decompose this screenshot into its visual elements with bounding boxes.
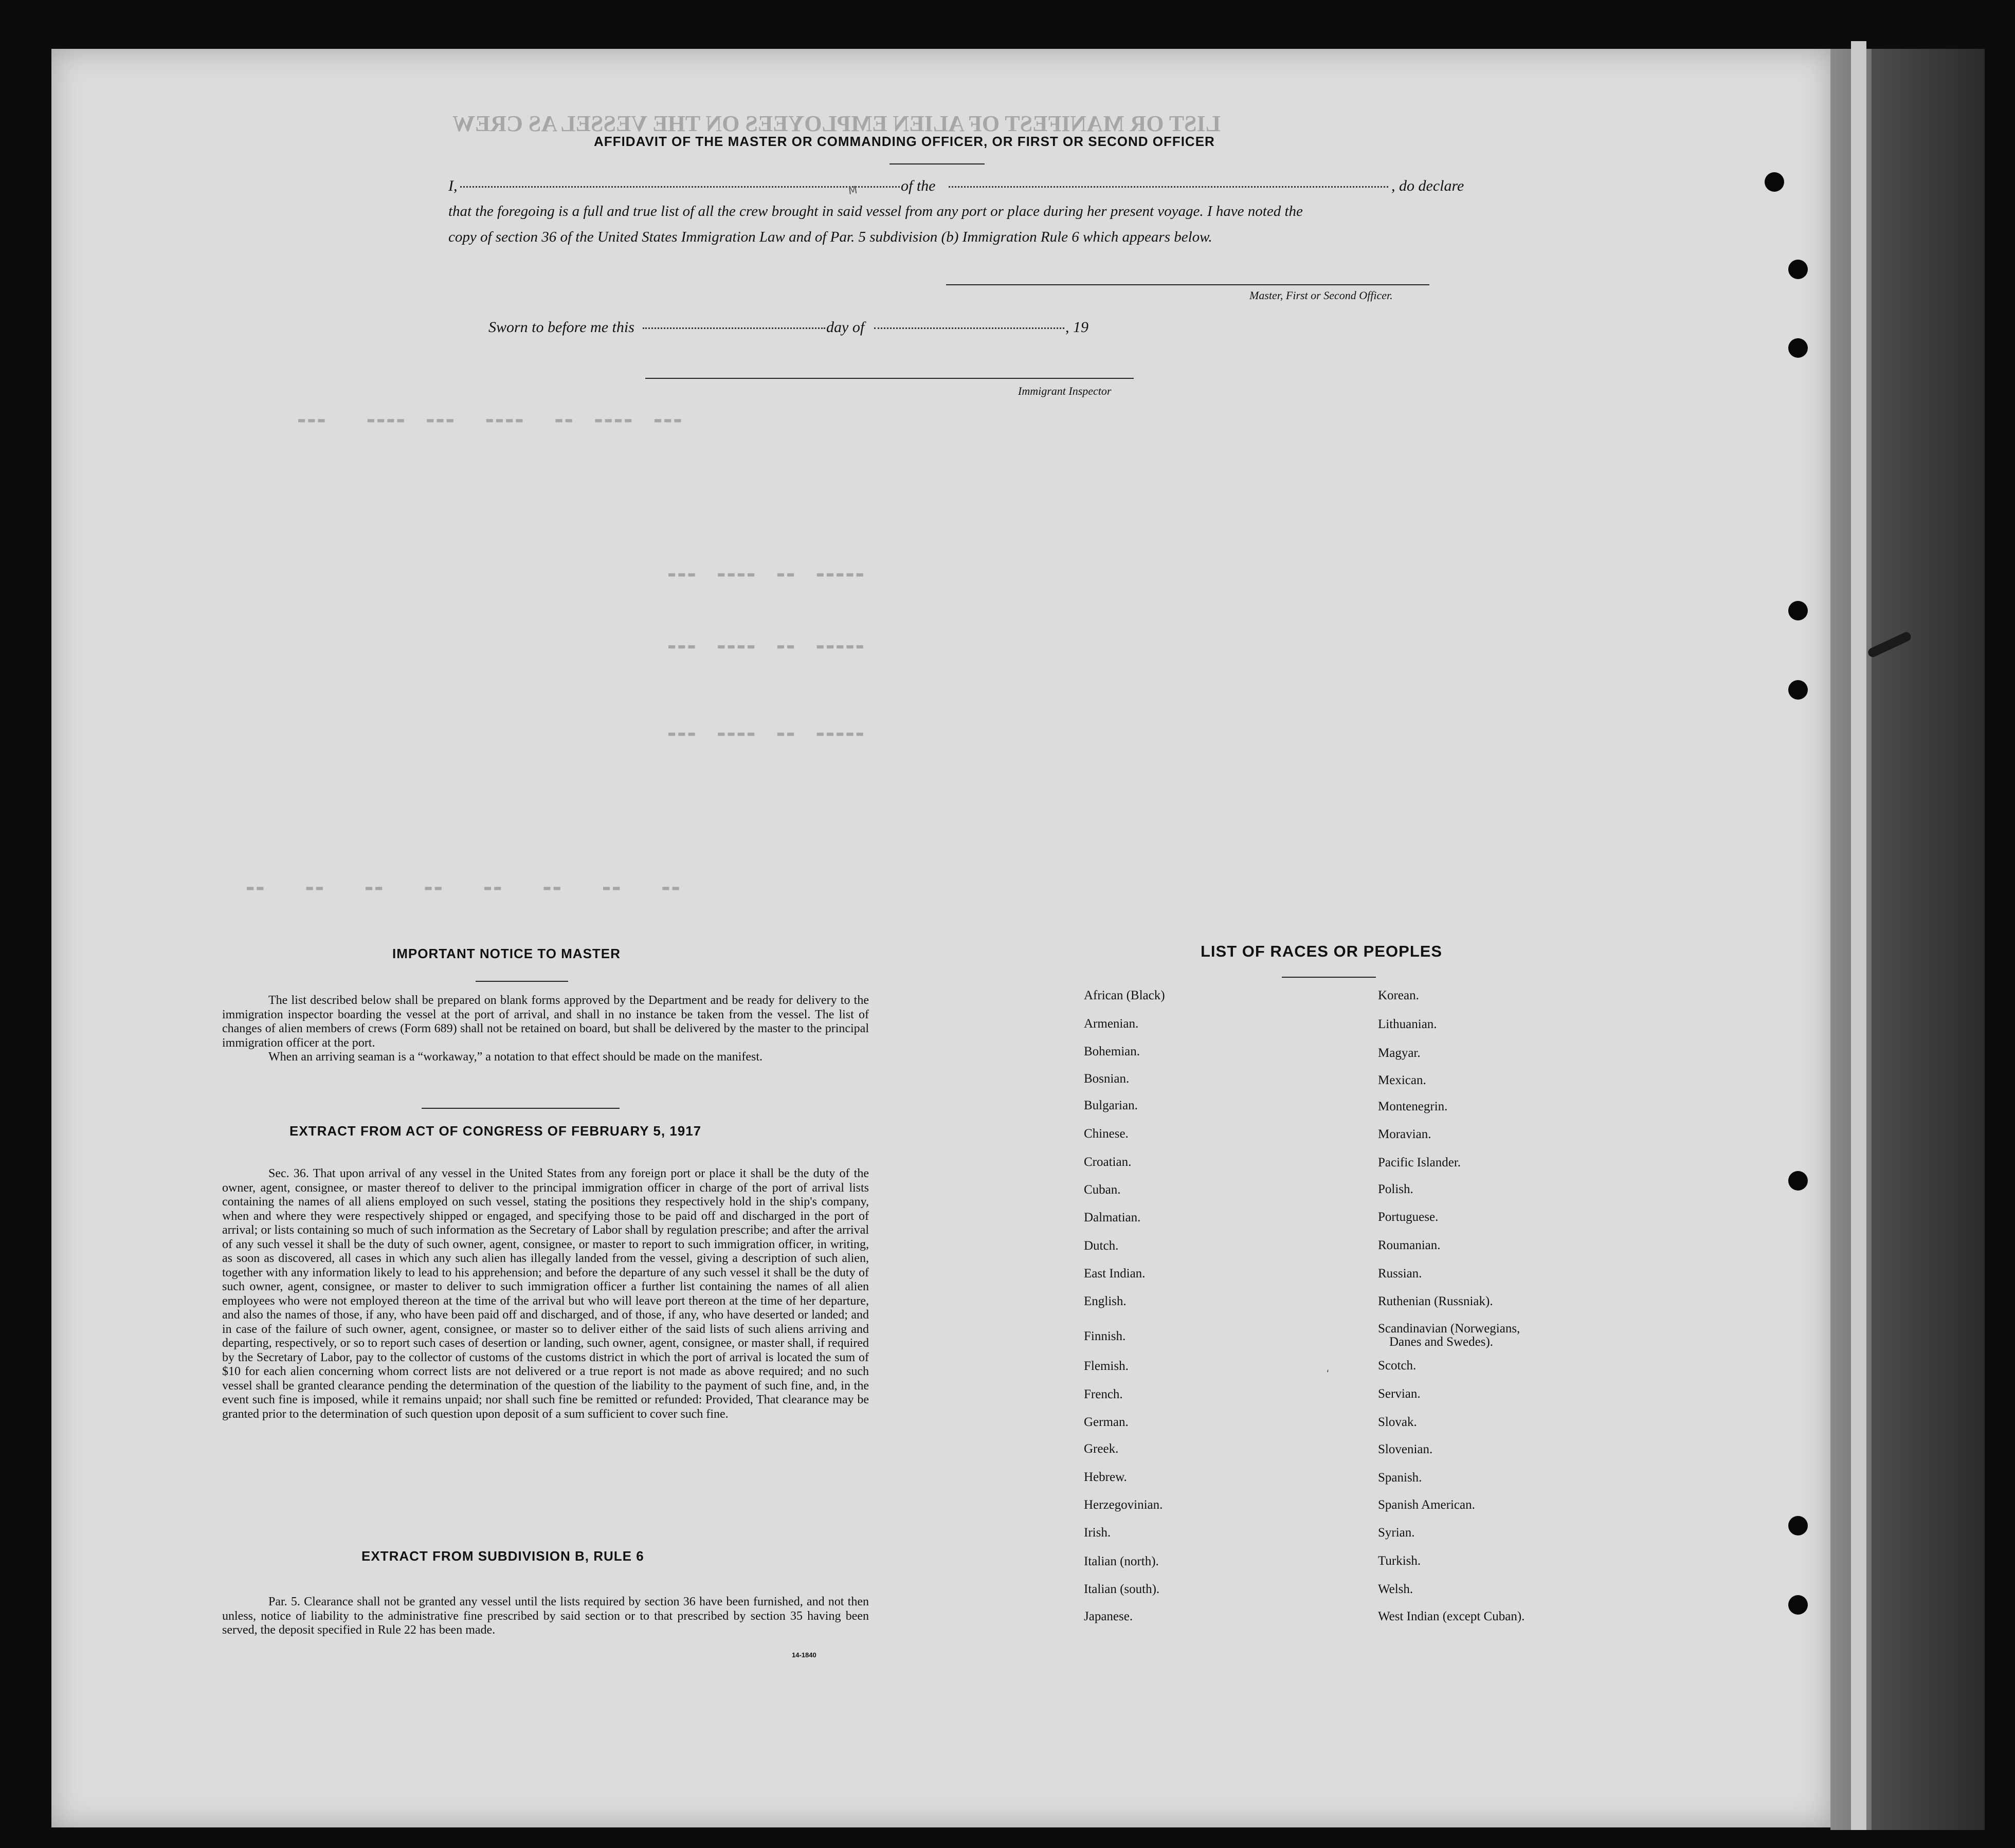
race-item: West Indian (except Cuban). [1378, 1609, 1525, 1623]
punch-hole [1788, 1171, 1808, 1191]
sworn-year: , 19 [1065, 319, 1088, 336]
race-item: Japanese. [1084, 1609, 1133, 1623]
races-underline [1282, 977, 1376, 978]
sworn-day-label: day of [826, 319, 865, 336]
race-item: Ruthenian (Russniak). [1378, 1294, 1493, 1308]
binding-shadow [1872, 49, 1985, 1830]
extract-rule-text: Par. 5. Clearance shall not be granted any vessel until the lists required by section 36 have been furnished, and not then unless, notice of liability to the administrative fine prescribed by said section or to that prescribed by section 35 having been served, the deposit specified in Rule 22 has been made. [222, 1595, 869, 1637]
race-item: Mexican. [1378, 1073, 1426, 1087]
page-edge [1851, 41, 1866, 1830]
race-item: Dutch. [1084, 1239, 1119, 1253]
bleed-through-row: ▬▬▬ ▬▬▬▬ ▬▬ ▬▬▬▬▬ [668, 727, 866, 740]
master-caption: Master, First or Second Officer. [1249, 289, 1393, 302]
notice-underline [476, 981, 568, 982]
bleed-through-row: ▬▬▬ ▬▬▬▬ ▬▬▬ ▬▬▬▬ ▬▬ ▬▬▬▬ ▬▬▬ [298, 414, 684, 427]
race-item: Pacific Islander. [1378, 1156, 1461, 1169]
race-item: Spanish American. [1378, 1498, 1475, 1512]
punch-hole [1788, 680, 1808, 700]
sworn-month-line[interactable] [874, 326, 1064, 329]
races-title: LIST OF RACES OR PEOPLES [1201, 942, 1443, 960]
race-item: Greek. [1084, 1442, 1119, 1456]
race-item: Russian. [1378, 1267, 1422, 1280]
race-item: French. [1084, 1387, 1123, 1401]
title-underline [889, 163, 985, 164]
race-item: Flemish. [1084, 1359, 1129, 1373]
race-item: East Indian. [1084, 1267, 1146, 1280]
master-name-line[interactable] [460, 185, 900, 188]
race-item: Scandinavian (Norwegians, [1378, 1322, 1520, 1335]
bleed-through-heading: LIST OR MANIFEST OF ALIEN EMPLOYEES ON THE VESSEL AS CREW [452, 111, 1221, 136]
race-item: Irish. [1084, 1526, 1111, 1540]
race-item: Moravian. [1378, 1127, 1431, 1141]
race-item: Armenian. [1084, 1017, 1139, 1031]
race-item: Slovak. [1378, 1415, 1417, 1429]
extract-act-title: EXTRACT FROM ACT OF CONGRESS OF FEBRUARY 5, 1917 [289, 1123, 702, 1139]
sworn-prefix: Sworn to before me this [488, 319, 634, 336]
race-item: Syrian. [1378, 1526, 1415, 1540]
sworn-day-line[interactable] [643, 326, 825, 329]
race-item: Turkish. [1378, 1554, 1421, 1568]
race-item: Cuban. [1084, 1183, 1121, 1197]
vessel-name-line[interactable] [949, 185, 1388, 188]
punch-hole [1788, 338, 1808, 358]
race-item: Italian (north). [1084, 1554, 1159, 1568]
race-item: Spanish. [1378, 1471, 1422, 1485]
extract-act-text: Sec. 36. That upon arrival of any vessel in the United States from any foreign port or place it shall be the duty of the owner, agent, consignee, or master thereof to deliver to the principal immigration officer in charge of the port of arrival lists containing the names of all aliens employed on such vessel, stating the positions they respectively hold in the ship's company, when and where they were respectively shipped or engaged, and specifying those to be paid off and discharged in the port of arrival; or lists containing so much of such information as the Secretary of Labor shall by regulation prescribe; and after the arrival of any such vessel it shall be the duty of such owner, agent, consignee, or master to report to such immigration officer, in writing, as soon as discovered, all cases in which any such alien has illegally landed from the vessel, giving a description of such alien, together with any information likely to lead to his apprehension; and before the departure of any such vessel it shall be the duty of such owner, agent, consignee, or master to deliver to such immigration officer a further list containing the names of all alien employees who were not employed thereon at the time of the arrival but who will leave port thereon at the time of her departure, and also the names of those, if any, who have been paid off and discharged, and of those, if any, who have deserted or landed; and in case of the failure of such owner, agent, consignee, or master so to deliver either of the said lists of such aliens arriving and departing, respectively, or so to report such cases of desertion or landing, such owner, agent, consignee, or master shall, if required by the Secretary of Labor, pay to the collector of customs of the customs district in which the port of arrival is located the sum of $10 for each alien concerning whom correct lists are not delivered or a true report is not made as above required; and no such vessel shall be granted clearance pending the determination of the question of the liability to the payment of such fine, and, in the event such fine is imposed, while it remains unpaid; nor shall such fine be remitted or refunded: Provided, That clearance may be granted prior to the determination of such question upon deposit of a sum sufficient to cover such fine. [222, 1167, 869, 1421]
notice-para2: When an arriving seaman is a “workaway,” a notation to that effect should be made on the manifest. [268, 1050, 763, 1064]
punch-hole [1788, 260, 1808, 279]
master-signature-line[interactable] [946, 284, 1429, 285]
notice-para1: The list described below shall be prepared on blank forms approved by the Department and be ready for delivery to the immigration inspector boarding the vessel at the port of arrival, and shall in no instance be taken from the vessel. The list of changes of alien members of crews (Form 689) shall not be retained on board, but shall be delivered by the master to the principal immigration officer at the port. [222, 994, 869, 1050]
race-item: Finnish. [1084, 1329, 1126, 1343]
race-item: African (Black) [1084, 989, 1165, 1002]
punch-hole [1788, 1516, 1808, 1535]
race-item: Montenegrin. [1378, 1100, 1448, 1113]
form-number: 14-1840 [792, 1651, 816, 1659]
handwritten-initials: M [847, 183, 858, 197]
inspector-signature-line[interactable] [645, 378, 1134, 379]
race-item: Roumanian. [1378, 1238, 1441, 1252]
punch-hole [1765, 172, 1784, 192]
affidavit-line3: copy of section 36 of the United States Immigration Law and of Par. 5 subdivision (b) Immigration Rule 6 which appears below. [448, 229, 1212, 245]
affidavit-line1-mid: of the [901, 177, 936, 194]
race-item: Hebrew. [1084, 1470, 1127, 1484]
race-item: Magyar. [1378, 1046, 1421, 1060]
race-item: Lithuanian. [1378, 1017, 1437, 1031]
punch-hole [1788, 1595, 1808, 1615]
manifest-page [51, 49, 1830, 1827]
race-item: Danes and Swedes). [1389, 1335, 1494, 1349]
notice-title: IMPORTANT NOTICE TO MASTER [392, 946, 621, 961]
race-item: Welsh. [1378, 1582, 1413, 1596]
affidavit-line1-start: I, [448, 177, 458, 194]
inspector-caption: Immigrant Inspector [1018, 385, 1112, 397]
race-item: Dalmatian. [1084, 1211, 1141, 1224]
divider [422, 1108, 620, 1109]
notice-paragraphs [222, 994, 869, 1065]
race-item: Bohemian. [1084, 1045, 1140, 1058]
race-item: German. [1084, 1415, 1129, 1429]
race-item: Servian. [1378, 1387, 1421, 1401]
pencil-tick: ‘ [1326, 1367, 1331, 1380]
affidavit-line1-end: , do declare [1391, 177, 1464, 194]
race-item: Bulgarian. [1084, 1099, 1138, 1112]
race-item: Herzegovinian. [1084, 1498, 1163, 1512]
race-item: Polish. [1378, 1182, 1413, 1196]
bleed-through-row: ▬▬▬ ▬▬▬▬ ▬▬ ▬▬▬▬▬ [668, 640, 866, 653]
race-item: Chinese. [1084, 1127, 1129, 1141]
affidavit-title: AFFIDAVIT OF THE MASTER OR COMMANDING OFFICER, OR FIRST OR SECOND OFFICER [594, 134, 1215, 149]
race-item: Bosnian. [1084, 1072, 1130, 1086]
race-item: Slovenian. [1378, 1442, 1433, 1456]
affidavit-line2: that the foregoing is a full and true list of all the crew brought in said vessel from any port or place during her present voyage. I have noted the [448, 203, 1303, 219]
bleed-through-row: ▬▬ ▬▬ ▬▬ ▬▬ ▬▬ ▬▬ ▬▬ ▬▬ [247, 882, 682, 894]
race-item: Croatian. [1084, 1155, 1132, 1169]
race-item: Portuguese. [1378, 1210, 1439, 1224]
race-item: Korean. [1378, 989, 1419, 1002]
race-item: Italian (south). [1084, 1582, 1160, 1596]
extract-rule-title: EXTRACT FROM SUBDIVISION B, RULE 6 [361, 1548, 644, 1564]
bleed-through-row: ▬▬▬ ▬▬▬▬ ▬▬ ▬▬▬▬▬ [668, 568, 866, 581]
punch-hole [1788, 601, 1808, 620]
race-item: Scotch. [1378, 1359, 1417, 1373]
race-item: English. [1084, 1294, 1127, 1308]
